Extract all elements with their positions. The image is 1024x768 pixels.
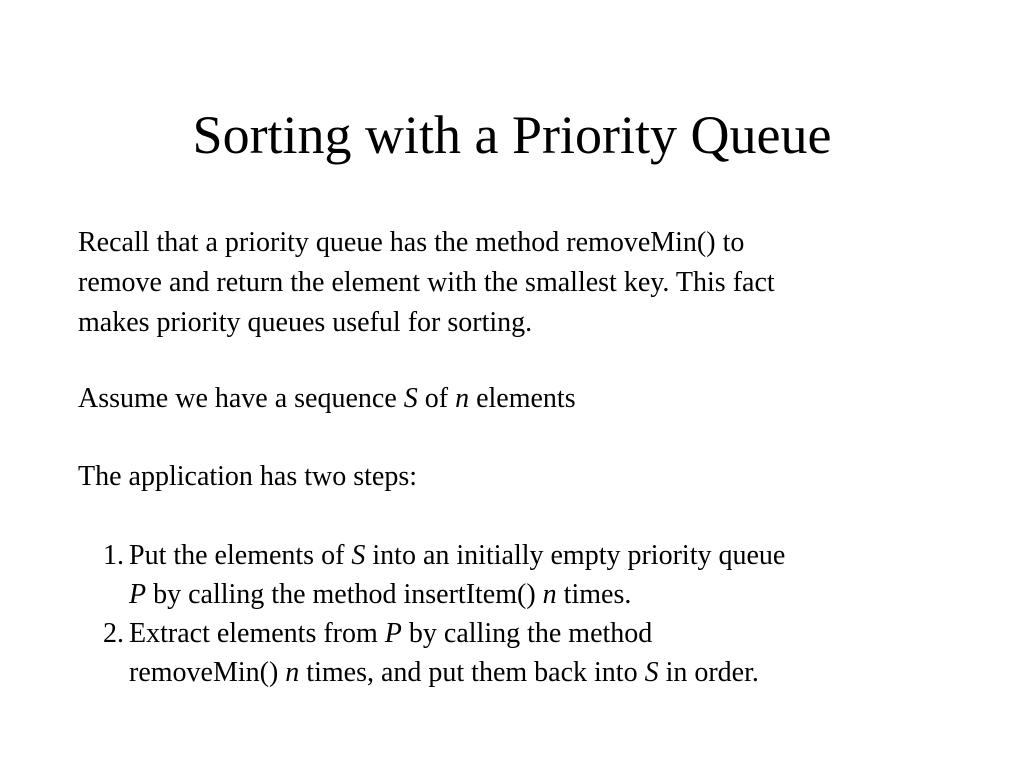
assumption-paragraph xyxy=(78,379,958,419)
variable-p: P xyxy=(129,579,147,610)
assumption-text-c: elements xyxy=(469,383,576,414)
variable-n: n xyxy=(542,579,557,610)
variable-s: S xyxy=(351,540,366,571)
step-number: 2. xyxy=(103,618,124,649)
slide-title: Sorting with a Priority Queue xyxy=(192,105,832,165)
step-text: times. xyxy=(556,579,632,610)
intro-line-2: remove and return the element with the smallest key. This fact xyxy=(78,267,775,298)
steps-intro: The application has two steps: xyxy=(78,461,418,492)
intro-line-1: Recall that a priority queue has the method removeMin() to xyxy=(78,227,745,258)
step-text: Extract elements from xyxy=(129,618,385,649)
step-number: 1. xyxy=(103,540,124,571)
variable-n: n xyxy=(285,657,300,688)
variable-n: n xyxy=(455,383,470,414)
list-item xyxy=(103,536,963,614)
assumption-text-a: Assume we have a sequence xyxy=(78,383,404,414)
step-text: in order. xyxy=(658,657,759,688)
step-text: Put the elements of xyxy=(129,540,352,571)
step-text: times, and put them back into xyxy=(299,657,645,688)
intro-paragraph xyxy=(78,223,958,343)
step-text: removeMin() xyxy=(129,657,286,688)
intro-line-3: makes priority queues useful for sorting. xyxy=(78,307,533,338)
step-text: by calling the method insertItem() xyxy=(146,579,543,610)
assumption-text-b: of xyxy=(417,383,456,414)
step-text: into an initially empty priority queue xyxy=(365,540,786,571)
list-item xyxy=(103,614,963,692)
variable-p: P xyxy=(384,618,402,649)
variable-s: S xyxy=(644,657,659,688)
steps-list xyxy=(103,536,963,692)
step-text: by calling the method xyxy=(401,618,653,649)
variable-s: S xyxy=(403,383,418,414)
